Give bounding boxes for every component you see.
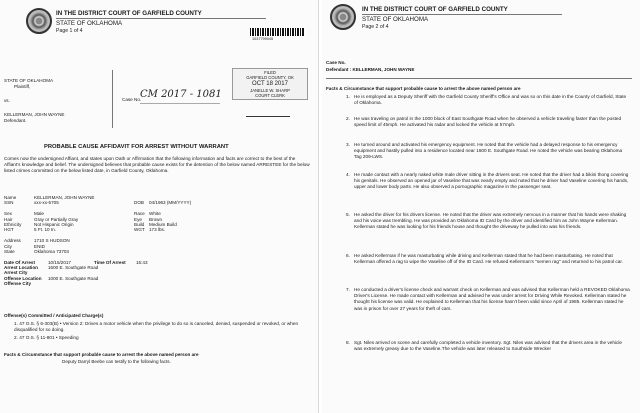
fact-number: 7. bbox=[346, 287, 350, 292]
ssn-label: SSN bbox=[4, 200, 14, 206]
city-label: City bbox=[4, 243, 12, 249]
filed-date: OCT 18 2017 bbox=[252, 81, 288, 87]
arrest-location-value: 1600 E. Southgate Road bbox=[48, 265, 99, 271]
filed-line1: FILED bbox=[264, 70, 276, 75]
court-name: IN THE DISTRICT COURT OF GARFIELD COUNTY bbox=[56, 10, 202, 17]
header-rule bbox=[56, 18, 266, 19]
offenses-heading: Offense(s) Committed / Anticipated Charge(s) bbox=[4, 313, 104, 318]
filed-line2: GARFIELD COUNTY, OK bbox=[246, 75, 294, 80]
affidavit-title: PROBABLE CAUSE AFFIDAVIT FOR ARREST WITHOUT WARRANT bbox=[44, 144, 229, 150]
court-name: IN THE DISTRICT COURT OF GARFIELD COUNTY bbox=[362, 6, 508, 13]
hair-value: Gray or Partially Gray bbox=[34, 216, 79, 222]
build-value: Medium Build bbox=[149, 221, 177, 227]
filed-clerk-title: COURT CLERK bbox=[255, 93, 285, 98]
offense-location-value: 1000 E. Southgate Road bbox=[48, 275, 99, 281]
dob-value: 04/1963 (MM/YYYY) bbox=[149, 200, 192, 206]
address-label: Address bbox=[4, 238, 21, 244]
fact-text: He is employed as a Deputy Sheriff with the Garfield County Sheriff's Office and was so on this date in the County of Garfield, State of Oklahoma. bbox=[354, 94, 627, 106]
arrest-city-label: Arrest City bbox=[4, 270, 28, 276]
fact-number: 6. bbox=[346, 253, 350, 258]
facts-line-p1: Deputy Darryl Beebe can testify to the following facts. bbox=[62, 359, 171, 364]
caption-divider bbox=[112, 70, 113, 128]
affidavit-intro: Comes now the undersigned Affiant, and states upon Oath or Affirmation that the following information and facts are correct to the best of the Affiant's knowledge and belief. The undersigned believes that probable cause exists for the detention of the below named ARRESTEE for the below listed crimes committed on the below listed date, in Garfield County, Oklahoma. bbox=[4, 156, 310, 174]
page-label: Page 2 of 4 bbox=[362, 24, 389, 30]
offense-item: 2. 47 O.S. § 11-801 • Speeding bbox=[14, 335, 79, 340]
time-arrest-value: 15:43 bbox=[136, 259, 148, 265]
wgt-label: WGT bbox=[134, 227, 145, 233]
ethnicity-value: Not Hispanic Origin bbox=[34, 221, 74, 227]
affidavit-page-1 bbox=[0, 0, 319, 413]
fact-number: 1. bbox=[346, 94, 350, 99]
hgt-value: 5 Ft. 10 In. bbox=[34, 227, 56, 233]
hgt-label: HGT bbox=[4, 227, 14, 233]
fact-paragraph bbox=[346, 253, 630, 265]
fact-text: He conducted a driver's license check and warrant check on Kellerman and was advised that Kellerman held a REVOKED Oklahoma Driver's License. He made contact with Kellerman and advised he was under arrest for Driving While Revoked. Kellerman stated he thought his license was valid. He explained to Kellerman that his license hasn't been valid since April of 1985. Kellerman stated he was in prison for over 27 years for theft of cars. bbox=[354, 287, 630, 311]
oklahoma-seal-icon bbox=[330, 4, 356, 30]
page-label: Page 1 of 4 bbox=[56, 28, 83, 34]
barcode-number: 1037799045 bbox=[252, 37, 274, 41]
time-arrest-label: Time Of Arrest bbox=[94, 259, 126, 265]
race-label: Race bbox=[134, 211, 145, 217]
eye-value: Brown bbox=[149, 216, 163, 222]
race-value: White bbox=[149, 211, 161, 217]
city-value: ENID bbox=[34, 243, 45, 249]
case-no-handwritten: CM 2017 - 1081 bbox=[140, 89, 222, 100]
address-value: 1710 S HUDSON bbox=[34, 238, 70, 244]
fact-number: 4. bbox=[346, 172, 350, 177]
wgt-value: 173 lbs. bbox=[149, 227, 166, 233]
sex-value: Male bbox=[34, 211, 44, 217]
arrestee-fields bbox=[4, 195, 304, 287]
filed-clerk: JANELLE W. SHARP bbox=[250, 88, 290, 93]
fact-paragraph bbox=[346, 116, 630, 128]
fact-text: He was traveling on patrol in the 1000 block of East Southgate Road when he observed a vehicle traveling faster than the posted speed limit of 45mph. He activated his radar and locked the vehicle at 57mph. bbox=[354, 116, 622, 128]
case-no-line bbox=[140, 103, 220, 104]
barcode bbox=[250, 28, 305, 36]
fact-number: 5. bbox=[346, 212, 350, 217]
name-value: KELLERMAN, JOHN WAYNE bbox=[34, 195, 95, 200]
fact-number: 3. bbox=[346, 142, 350, 147]
fact-paragraph bbox=[346, 287, 630, 312]
build-label: Build bbox=[134, 221, 145, 227]
offense-location-label: Offense Location bbox=[4, 275, 42, 281]
oklahoma-seal-icon bbox=[26, 8, 52, 34]
fact-paragraph bbox=[346, 142, 630, 161]
caption-defendant: KELLERMAN, JOHN WAYNE bbox=[4, 112, 65, 117]
court-state: STATE OF OKLAHOMA bbox=[362, 16, 429, 23]
caption-plaintiff: STATE OF OKLAHOMA bbox=[4, 78, 54, 83]
eye-label: Eye bbox=[134, 216, 142, 222]
date-arrest-value: 10/15/2017 bbox=[48, 259, 71, 265]
divider bbox=[326, 78, 632, 79]
facts-heading-p1: Facts & Circumstance that support probable cause to arrest the above named person are bbox=[4, 352, 199, 357]
fact-text: Sgt. Niles arrived on scene and carefully completed a vehicle inventory. Sgt. Niles was advised that the drivers area in the vehicle was extremely greasy due to the Vaseline.The vehicle was later released to Southside Wrecker bbox=[354, 340, 623, 352]
date-arrest-label: Date Of Arrest bbox=[4, 259, 35, 265]
fact-paragraph bbox=[346, 172, 630, 191]
caption-plaintiff-role: Plaintiff, bbox=[14, 84, 31, 89]
fact-text: He turned around and activated his emergency equipment. He noted that the vehicle had a delayed response to his emergency equipment and hastily pulled into a residence located near 1600 E. Southgate Road. He noted the vehicle was bearing Oklahoma Tag 209-LWS. bbox=[354, 142, 623, 160]
offense-city-label: Offense City bbox=[4, 281, 32, 287]
offense-item: 1. 47 O.S. § 6-303(B) • Version 2: Drives a motor vehicle when the privilege to do so is canceled, denied, suspended or revoked, or when disqualified for so doing. bbox=[14, 321, 299, 333]
hair-label: Hair bbox=[4, 216, 13, 222]
fact-paragraph bbox=[346, 212, 630, 231]
ethnicity-label: Ethnicity bbox=[4, 221, 22, 227]
name-label: Name bbox=[4, 195, 17, 200]
caption-vs: vs. bbox=[4, 98, 10, 103]
court-state: STATE OF OKLAHOMA bbox=[56, 20, 123, 27]
case-no-label-p2: Case No. bbox=[326, 60, 346, 65]
sex-label: Sex bbox=[4, 211, 12, 217]
caption-defendant-role: Defendant. bbox=[4, 118, 27, 123]
fact-number: 2. bbox=[346, 116, 350, 121]
state-value: Oklahoma 73703 bbox=[34, 248, 69, 254]
state-label: State bbox=[4, 248, 15, 254]
fact-paragraph bbox=[346, 340, 630, 352]
case-no-label: Case No. bbox=[122, 97, 142, 102]
fact-text: He asked Kellerman if he was masturbating while driving and Kellerman stated that he had been masturbating. He noted that Kellerman offered a rag to wipe the Vaseline off of the ID Card. He refused Kellerman's "semen rag" and returned to his patrol car. bbox=[354, 253, 623, 265]
dob-label: DOB bbox=[134, 200, 144, 206]
arrest-location-label: Arrest Location bbox=[4, 265, 38, 271]
fact-number: 8. bbox=[346, 340, 350, 345]
ssn-value: xxx-xx-5705 bbox=[34, 200, 59, 206]
facts-heading-p2: Facts & Circumstance that support probable cause to arrest the above named person are bbox=[326, 86, 521, 91]
header-rule bbox=[362, 14, 562, 15]
fact-paragraph bbox=[346, 94, 630, 106]
fact-text: He asked the driver for his drivers license. He noted that the driver was extremely nervous in a manner that his hands were shaking and his voice was trembling. He was provided an Oklahoma ID Card by the driver and identified him as John Wayne Kellerman. Kellerman stated he was looking for his friends house and thought the driveway he pulled into was his friends. bbox=[354, 212, 627, 230]
filed-stamp bbox=[232, 68, 308, 100]
clerk-signature bbox=[246, 110, 290, 117]
affidavit-page-2 bbox=[322, 0, 640, 413]
defendant-line: Defendant : KELLERMAN, JOHN WAYNE bbox=[326, 67, 415, 72]
fact-text: He made contact with a nearly naked white male driver sitting in the drivers seat. He noted that the driver had a bikini thong covering his genitals. He observed an opened jar of Vaseline that was nearly empty and noted that he driver had Vaseline covering his hands, upper and lower body parts. He also observed a pornographic magazine in the passenger seat. bbox=[354, 172, 629, 190]
